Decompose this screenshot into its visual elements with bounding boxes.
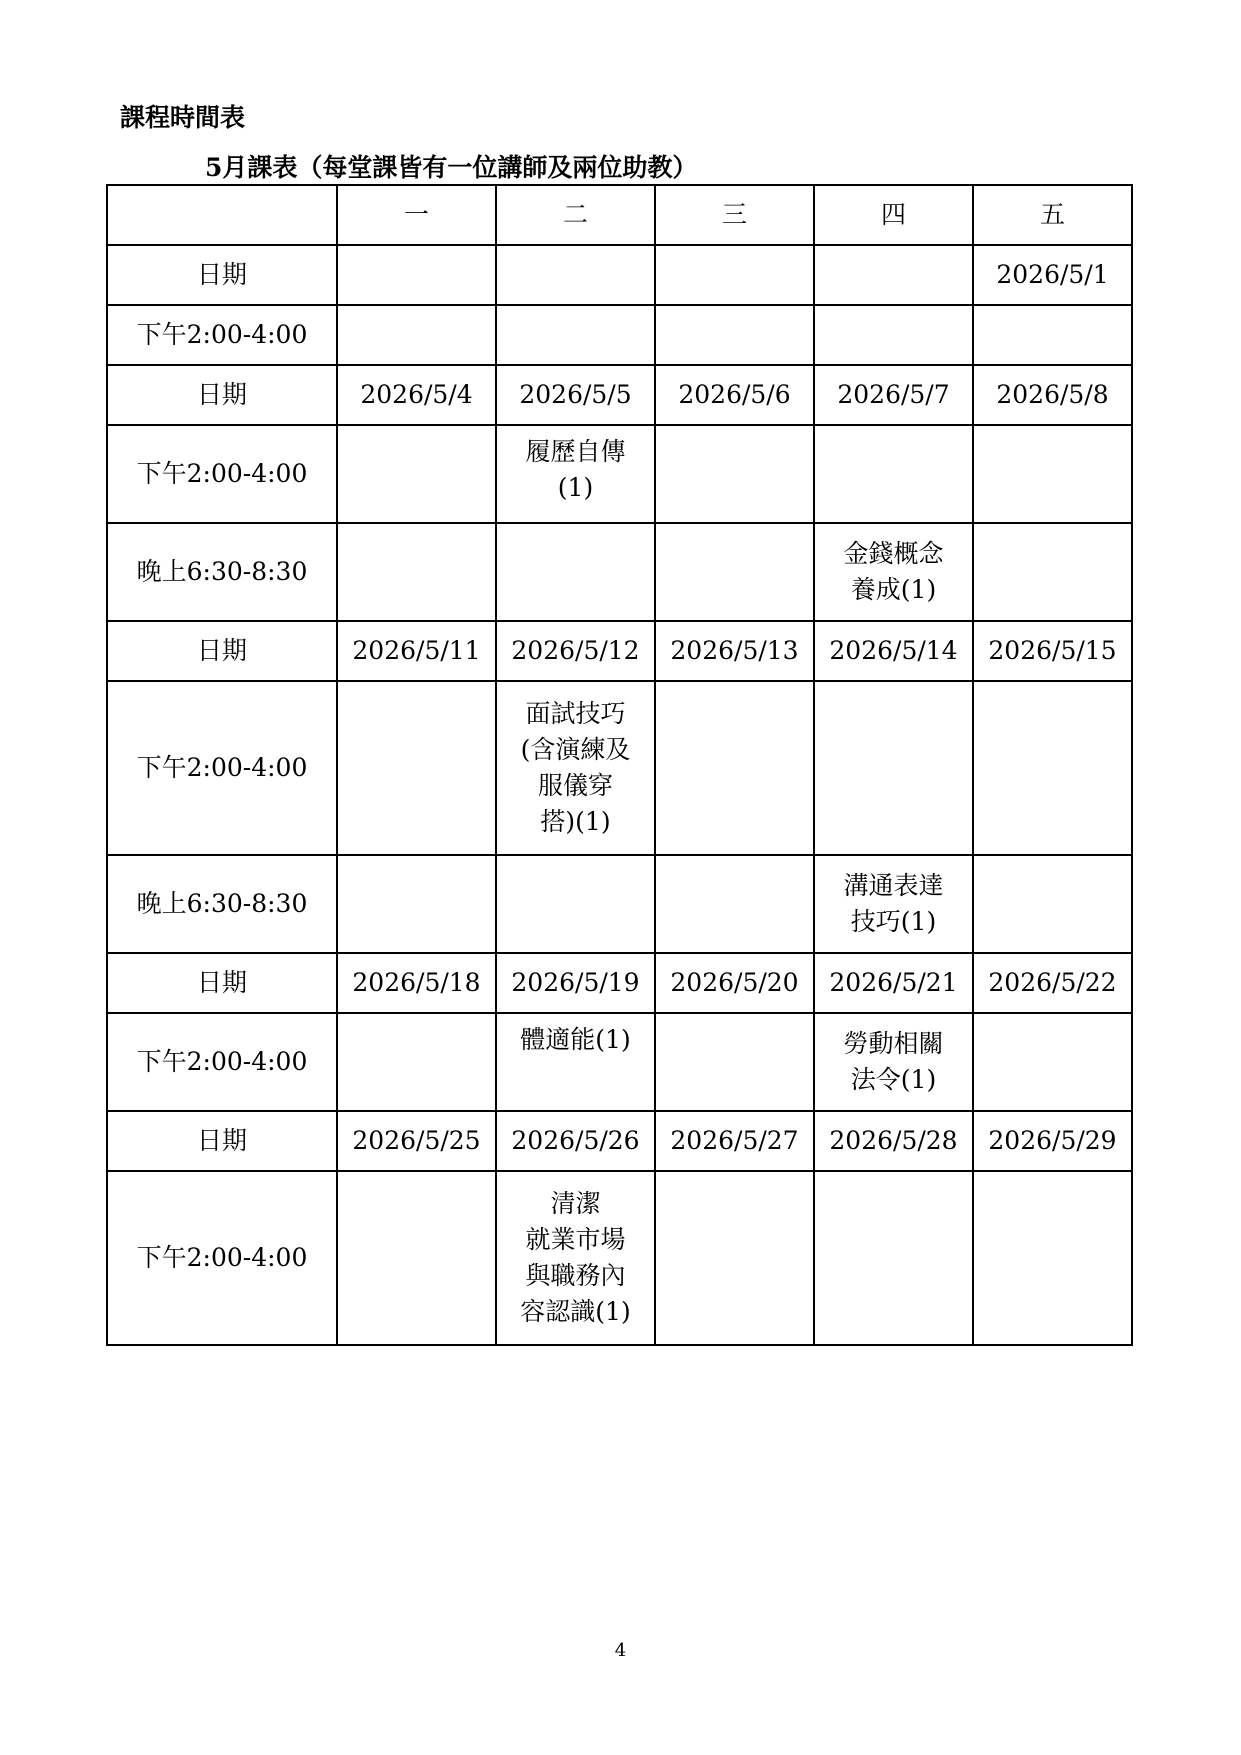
date-cell bbox=[655, 245, 814, 305]
date-row bbox=[107, 1111, 1132, 1171]
course-cell bbox=[814, 425, 973, 523]
date-cell: 2026/5/21 bbox=[814, 953, 973, 1013]
time-label-cell: 下午2:00-4:00 bbox=[107, 1171, 337, 1345]
course-cell: 金錢概念 養成(1) bbox=[814, 523, 973, 621]
date-label-cell: 日期 bbox=[107, 1111, 337, 1171]
date-row bbox=[107, 621, 1132, 681]
schedule-title: 5月課表（每堂課皆有一位講師及兩位助教） bbox=[205, 153, 698, 182]
course-cell bbox=[496, 855, 655, 953]
course-cell bbox=[337, 305, 496, 365]
course-cell bbox=[973, 681, 1132, 855]
date-cell: 2026/5/26 bbox=[496, 1111, 655, 1171]
course-cell bbox=[337, 855, 496, 953]
time-label-cell: 下午2:00-4:00 bbox=[107, 305, 337, 365]
course-cell bbox=[337, 523, 496, 621]
time-slot-row bbox=[107, 681, 1132, 855]
weekday-tue: 二 bbox=[496, 185, 655, 245]
date-label-cell: 日期 bbox=[107, 245, 337, 305]
time-slot-row bbox=[107, 305, 1132, 365]
date-row bbox=[107, 245, 1132, 305]
time-slot-row bbox=[107, 523, 1132, 621]
course-cell bbox=[496, 305, 655, 365]
weekday-header-row bbox=[107, 185, 1132, 245]
course-cell: 勞動相關 法令(1) bbox=[814, 1013, 973, 1111]
date-cell: 2026/5/22 bbox=[973, 953, 1132, 1013]
page-heading: 課程時間表 bbox=[120, 103, 246, 132]
time-slot-row bbox=[107, 1171, 1132, 1345]
date-cell bbox=[337, 245, 496, 305]
date-cell bbox=[496, 245, 655, 305]
date-cell: 2026/5/13 bbox=[655, 621, 814, 681]
course-cell bbox=[655, 425, 814, 523]
time-label-cell: 晚上6:30-8:30 bbox=[107, 523, 337, 621]
date-cell: 2026/5/5 bbox=[496, 365, 655, 425]
date-cell: 2026/5/7 bbox=[814, 365, 973, 425]
date-cell: 2026/5/29 bbox=[973, 1111, 1132, 1171]
date-cell: 2026/5/20 bbox=[655, 953, 814, 1013]
time-label-cell: 晚上6:30-8:30 bbox=[107, 855, 337, 953]
date-row bbox=[107, 953, 1132, 1013]
date-cell: 2026/5/1 bbox=[973, 245, 1132, 305]
date-cell bbox=[814, 245, 973, 305]
course-cell bbox=[814, 305, 973, 365]
course-cell bbox=[655, 1013, 814, 1111]
time-label-cell: 下午2:00-4:00 bbox=[107, 681, 337, 855]
time-slot-row bbox=[107, 425, 1132, 523]
weekday-wed: 三 bbox=[655, 185, 814, 245]
course-cell: 溝通表達 技巧(1) bbox=[814, 855, 973, 953]
date-label-cell: 日期 bbox=[107, 621, 337, 681]
course-cell bbox=[973, 1013, 1132, 1111]
date-cell: 2026/5/11 bbox=[337, 621, 496, 681]
date-cell: 2026/5/8 bbox=[973, 365, 1132, 425]
weekday-thu: 四 bbox=[814, 185, 973, 245]
course-cell bbox=[337, 681, 496, 855]
course-cell bbox=[973, 1171, 1132, 1345]
course-cell bbox=[655, 681, 814, 855]
date-cell: 2026/5/6 bbox=[655, 365, 814, 425]
date-cell: 2026/5/15 bbox=[973, 621, 1132, 681]
course-cell: 面試技巧 (含演練及 服儀穿 搭)(1) bbox=[496, 681, 655, 855]
date-cell: 2026/5/14 bbox=[814, 621, 973, 681]
time-label-cell: 下午2:00-4:00 bbox=[107, 425, 337, 523]
course-cell bbox=[337, 1171, 496, 1345]
weekday-fri: 五 bbox=[973, 185, 1132, 245]
corner-cell bbox=[107, 185, 337, 245]
course-cell bbox=[973, 855, 1132, 953]
schedule-table bbox=[106, 184, 1133, 1346]
date-row bbox=[107, 365, 1132, 425]
date-label-cell: 日期 bbox=[107, 365, 337, 425]
course-cell bbox=[655, 1171, 814, 1345]
weekday-mon: 一 bbox=[337, 185, 496, 245]
date-label-cell: 日期 bbox=[107, 953, 337, 1013]
course-cell bbox=[337, 1013, 496, 1111]
course-cell bbox=[973, 305, 1132, 365]
date-cell: 2026/5/19 bbox=[496, 953, 655, 1013]
course-cell: 體適能(1) bbox=[496, 1013, 655, 1111]
date-cell: 2026/5/27 bbox=[655, 1111, 814, 1171]
course-cell bbox=[655, 855, 814, 953]
course-cell bbox=[655, 305, 814, 365]
course-cell bbox=[814, 681, 973, 855]
course-cell: 履歷自傳 (1) bbox=[496, 425, 655, 523]
date-cell: 2026/5/4 bbox=[337, 365, 496, 425]
course-cell bbox=[655, 523, 814, 621]
course-cell bbox=[814, 1171, 973, 1345]
time-slot-row bbox=[107, 855, 1132, 953]
course-cell bbox=[337, 425, 496, 523]
date-cell: 2026/5/18 bbox=[337, 953, 496, 1013]
time-slot-row bbox=[107, 1013, 1132, 1111]
course-cell bbox=[496, 523, 655, 621]
date-cell: 2026/5/25 bbox=[337, 1111, 496, 1171]
course-cell bbox=[973, 523, 1132, 621]
page-number: 4 bbox=[614, 1640, 627, 1661]
date-cell: 2026/5/28 bbox=[814, 1111, 973, 1171]
course-cell bbox=[973, 425, 1132, 523]
time-label-cell: 下午2:00-4:00 bbox=[107, 1013, 337, 1111]
date-cell: 2026/5/12 bbox=[496, 621, 655, 681]
course-cell: 清潔 就業市場 與職務內 容認識(1) bbox=[496, 1171, 655, 1345]
